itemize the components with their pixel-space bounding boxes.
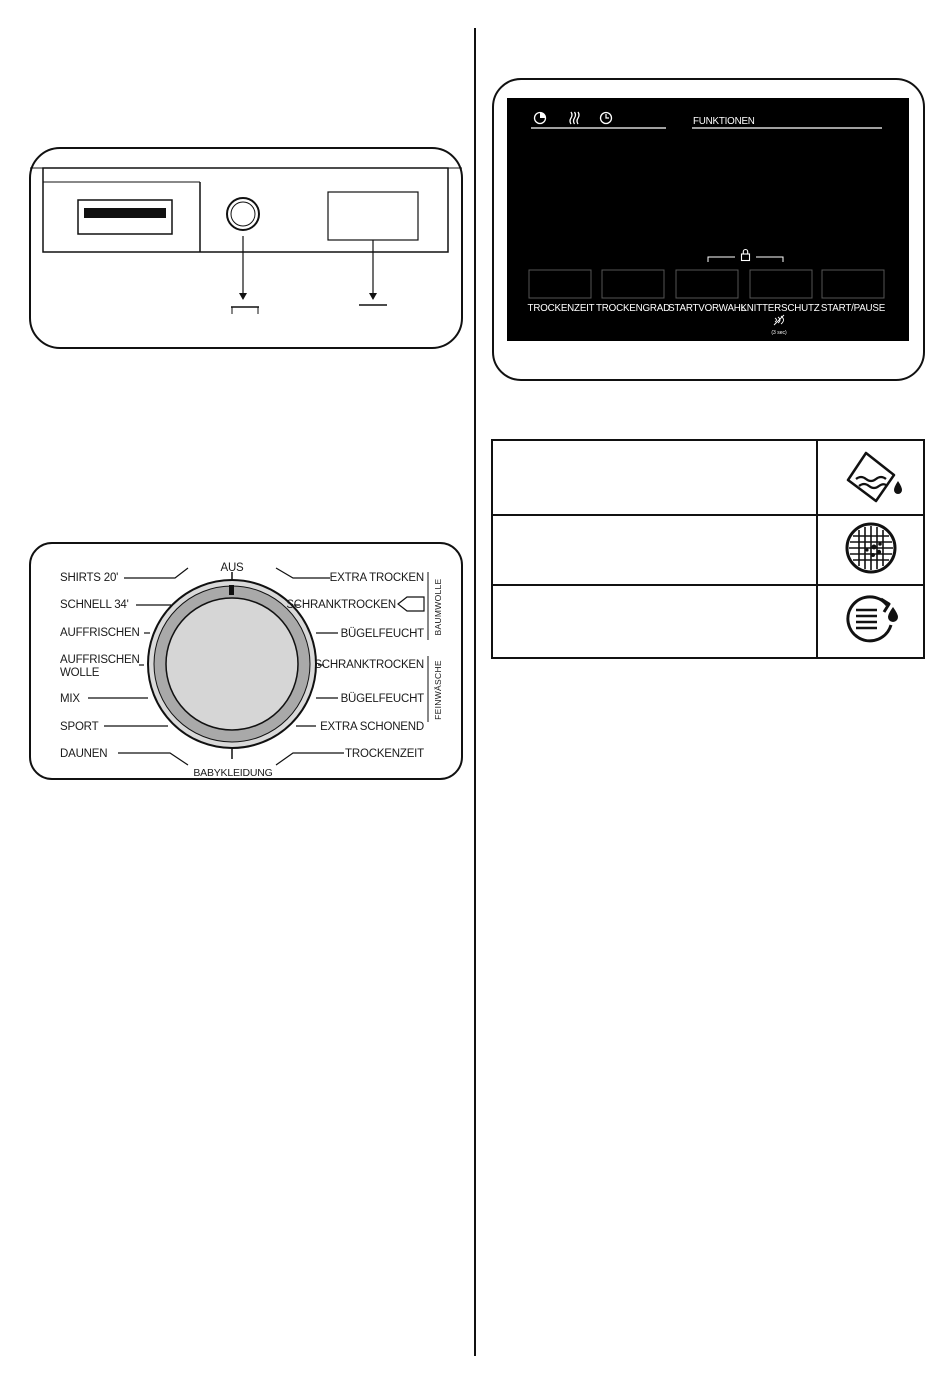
group-label-cotton: BAUMWOLLE <box>433 578 443 636</box>
display-panel <box>0 0 950 400</box>
program-quick: SCHNELL 34' <box>60 599 129 611</box>
program-down: DAUNEN <box>60 748 108 760</box>
program-extra-dry: EXTRA TROCKEN <box>329 572 424 584</box>
table-cell-empty <box>492 515 817 585</box>
program-sport: SPORT <box>60 721 99 733</box>
table-row <box>492 515 924 585</box>
dial-label-baby: BABYKLEIDUNG <box>193 767 273 779</box>
button-label-dryness-level: TROCKENGRAD <box>595 303 671 314</box>
program-shirts: SHIRTS 20' <box>60 572 119 584</box>
filter-icon <box>843 520 899 576</box>
table-cell-icon <box>817 585 924 658</box>
program-refresh-wool-line2: WOLLE <box>60 667 100 679</box>
program-cupboard-dry-cotton: SCHRANKTROCKEN <box>286 599 396 611</box>
water-container-icon <box>836 445 906 505</box>
button-label-anti-crease: KNITTERSCHUTZ <box>740 303 820 314</box>
condenser-water-icon <box>841 591 901 647</box>
hold-hint: (3 sec) <box>771 330 787 336</box>
table-cell-icon <box>817 440 924 515</box>
dial-pointer <box>229 585 234 595</box>
table-row <box>492 585 924 658</box>
button-label-drying-time: TROCKENZEIT <box>527 303 595 314</box>
functions-label: FUNKTIONEN <box>693 116 755 127</box>
button-label-start-pause: START/PAUSE <box>820 303 886 314</box>
tag-icon <box>398 597 424 611</box>
group-label-delicate: FEINWÄSCHE <box>433 660 443 720</box>
table-cell-empty <box>492 585 817 658</box>
table-cell-icon <box>817 515 924 585</box>
table-cell-empty <box>492 440 817 515</box>
program-cupboard-dry-delicate: SCHRANKTROCKEN <box>314 659 424 671</box>
program-extra-gentle: EXTRA SCHONEND <box>320 721 424 733</box>
program-iron-dry-cotton: BÜGELFEUCHT <box>340 628 424 640</box>
program-drying-time: TROCKENZEIT <box>345 748 424 760</box>
program-refresh: AUFFRISCHEN <box>60 627 140 639</box>
program-mix: MIX <box>60 693 80 705</box>
table-row <box>492 440 924 515</box>
dial-label-off: AUS <box>220 562 244 574</box>
warning-icon-table <box>491 439 925 659</box>
program-iron-dry-delicate: BÜGELFEUCHT <box>340 693 424 705</box>
button-label-delay-start: STARTVORWAHL <box>668 303 746 314</box>
program-refresh-wool-line1: AUFFRISCHEN <box>60 654 140 666</box>
